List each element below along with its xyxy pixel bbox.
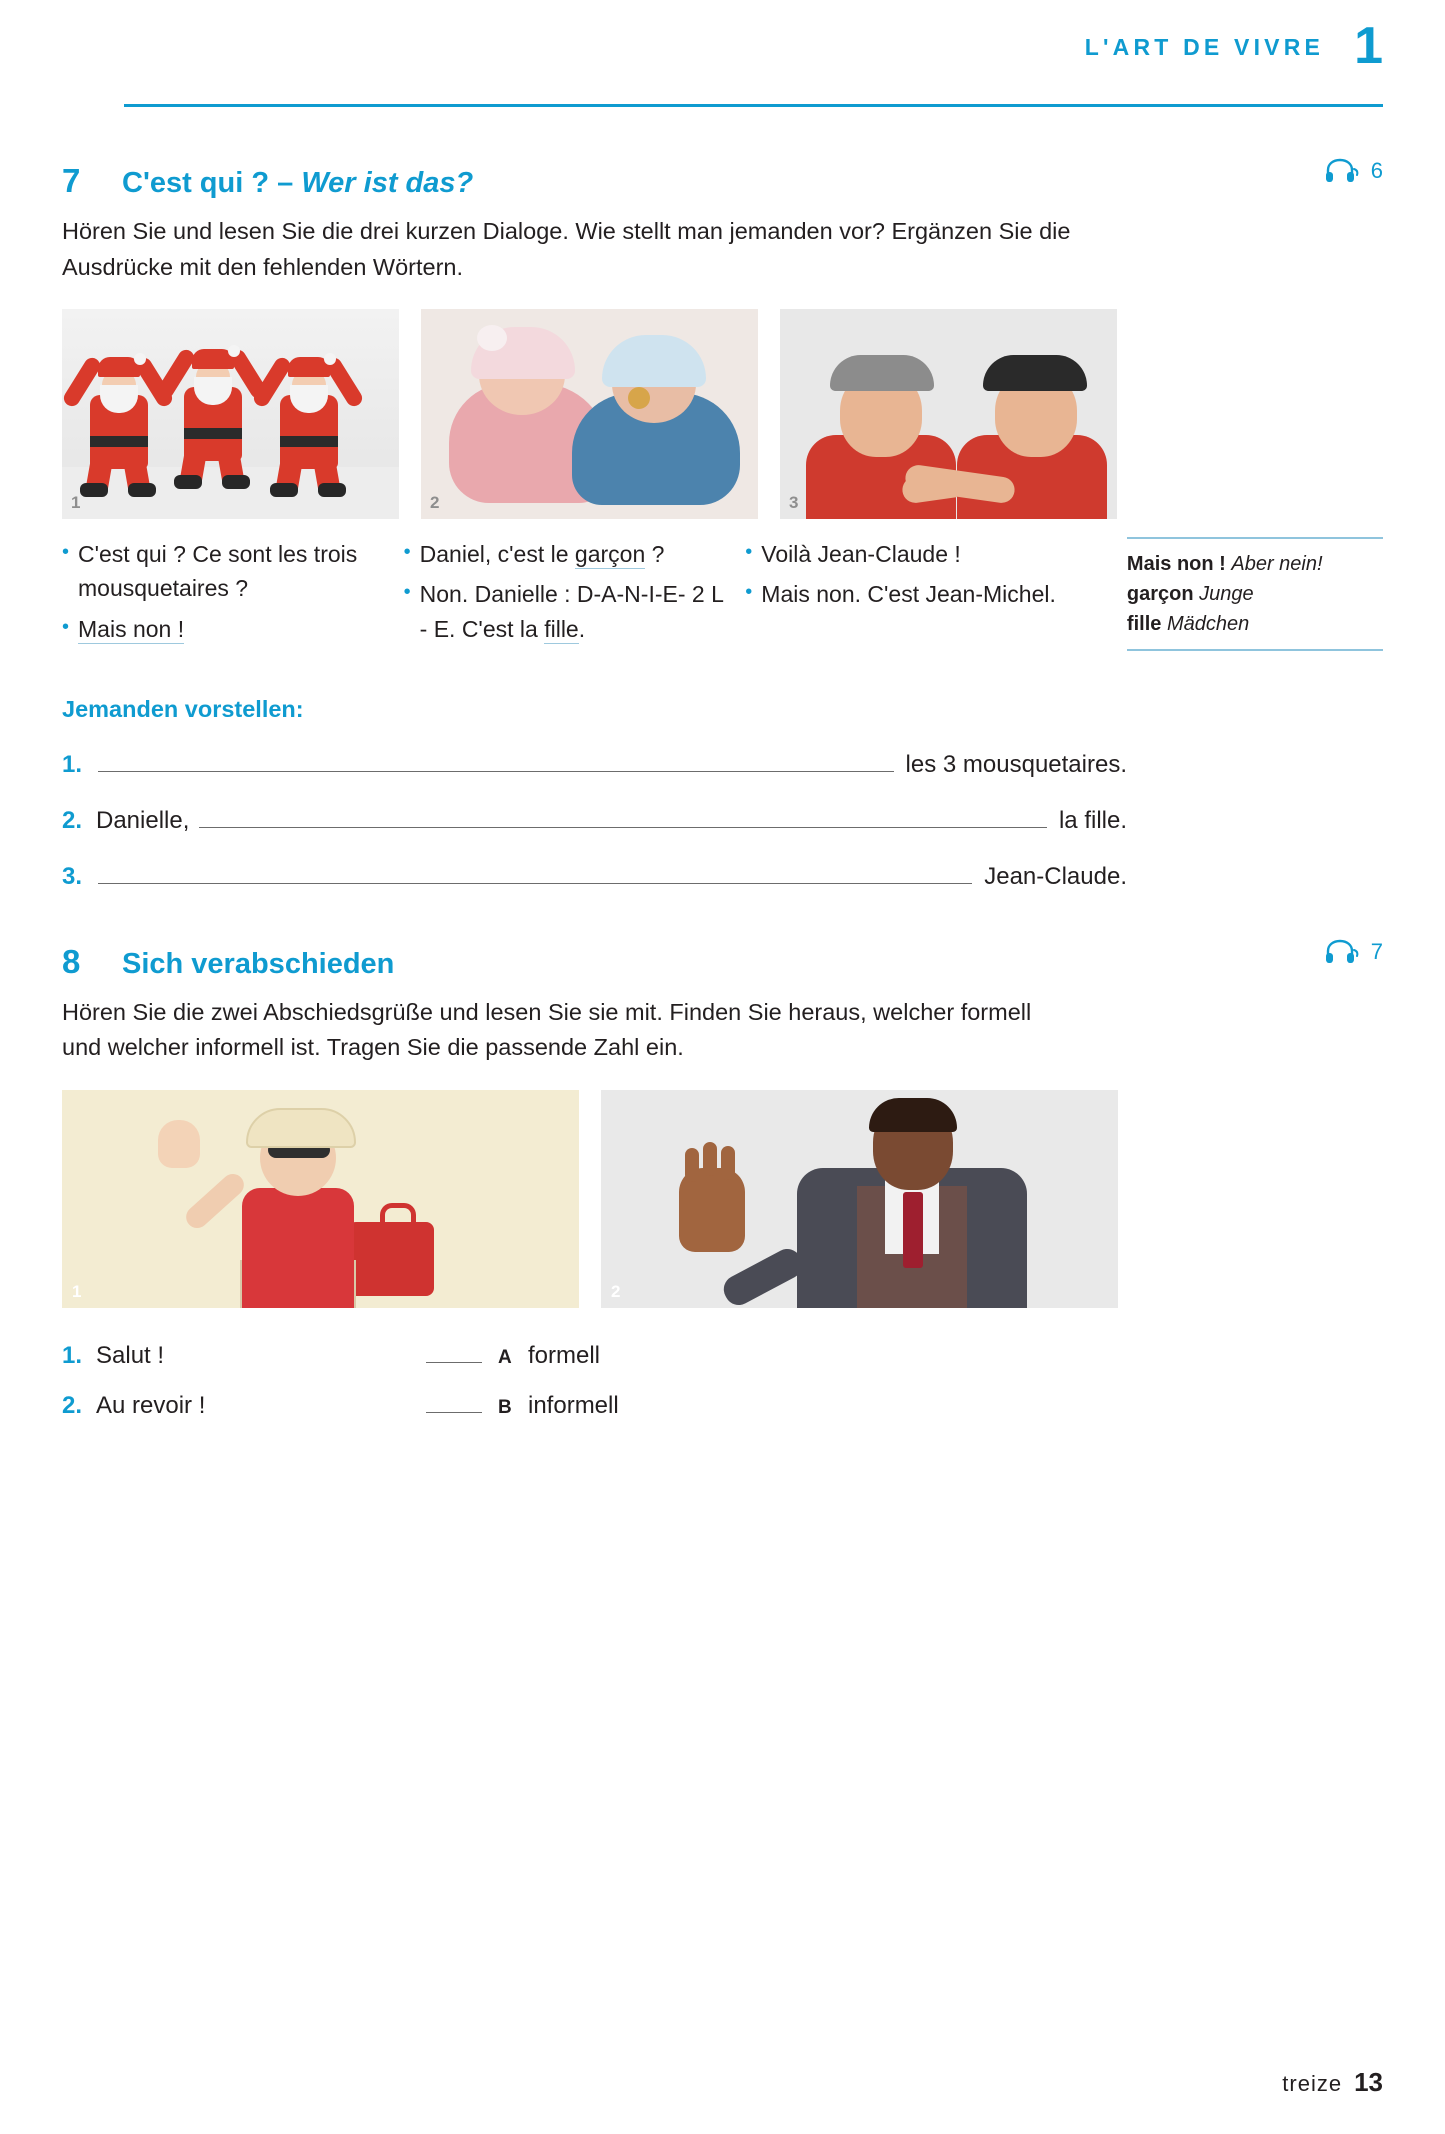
exercise-7-photos (62, 309, 1383, 519)
page-header (62, 0, 1383, 110)
photo-badge: 2 (430, 493, 440, 513)
dialogue-line (404, 537, 724, 571)
option-letter: B (498, 1396, 512, 1418)
dialogue-line (745, 537, 1065, 571)
photo-girl-waving (62, 1090, 579, 1308)
photo-badge: 3 (789, 493, 799, 513)
answer-blank[interactable] (426, 1342, 482, 1363)
exercise-7-title-de: Wer ist das? (301, 167, 474, 199)
glossary-term: garçon (1126, 583, 1194, 606)
exercise-7-title-fr: C'est qui ? – (122, 167, 302, 199)
answer-blank[interactable] (426, 1392, 482, 1413)
dialogue-text: Voilà Jean-Claude ! (761, 541, 961, 568)
page-number: 13 (1354, 2067, 1383, 2097)
answer-blank[interactable] (98, 861, 972, 884)
header-divider (124, 104, 1383, 107)
bullet-icon: • (745, 581, 753, 604)
match-row-2 (62, 1392, 1383, 1420)
headphones-icon (1325, 158, 1359, 184)
audio-track-number: 6 (1370, 158, 1383, 183)
dialogue-text-underlined: fille (544, 615, 579, 642)
fill-row-2 (62, 805, 1127, 835)
dialogue-text-underlined: garçon (574, 541, 646, 568)
dialogue-3 (745, 537, 1065, 617)
bullet-icon: • (745, 541, 753, 564)
dialogue-line (745, 577, 1065, 611)
bullet-icon: • (403, 581, 411, 604)
exercise-7-dialogues (62, 537, 1383, 651)
dialogue-text: Mais non. C'est Jean-Michel. (761, 581, 1056, 608)
photo-santas (62, 309, 399, 519)
row-number: 2. (62, 1391, 83, 1419)
exercise-7-number: 7 (62, 162, 81, 199)
dialogue-line (62, 612, 382, 646)
dialogue-text: Non. Danielle : D-A-N-I-E- 2 L - E. C'est la (419, 581, 724, 642)
exercise-7-instructions: Hören Sie und lesen Sie die drei kurzen Dialoge. Wie stellt man jemanden vor? Ergänzen Sie die Ausdrücke mit den fehlenden Wörtern. (62, 218, 1071, 280)
chapter-title: L'ART DE VIVRE (1084, 34, 1325, 61)
chapter-number: 1 (1354, 17, 1383, 75)
page-number-word: treize (1282, 2071, 1343, 2096)
glossary-term: fille (1126, 613, 1162, 636)
dialogue-line (62, 537, 382, 605)
match-row-1 (62, 1342, 1383, 1370)
dialogue-text: ? (645, 541, 665, 568)
photo-badge: 2 (611, 1281, 621, 1301)
glossary-translation: Mädchen (1166, 613, 1250, 636)
phrase-text: Au revoir ! (96, 1391, 206, 1419)
glossary-entry (1127, 609, 1383, 639)
page-footer (1282, 2067, 1383, 2098)
phrase-text: Salut ! (96, 1341, 165, 1369)
fill-row-3 (62, 861, 1127, 891)
dialogue-2 (404, 537, 724, 651)
row-number: 3. (62, 862, 83, 890)
dialogue-text: . (578, 615, 586, 642)
photo-badge: 1 (72, 1281, 82, 1301)
row-suffix: les 3 mousquetaires. (905, 750, 1127, 778)
dialogue-text-underlined: Mais non ! (78, 615, 185, 642)
bullet-icon: • (403, 541, 411, 564)
glossary-entry (1127, 549, 1383, 579)
exercise-7-subheading: Jemanden vorstellen: (62, 695, 304, 722)
exercise-8-number: 8 (62, 942, 81, 980)
exercise-8-title: Sich verabschieden (122, 947, 395, 980)
glossary-term: Mais non ! (1126, 553, 1226, 576)
row-number: 1. (62, 750, 83, 778)
exercise-8-heading (62, 938, 1383, 981)
exercise-8-instructions: Hören Sie die zwei Abschiedsgrüße und lesen Sie sie mit. Finden Sie heraus, welcher formell und welcher informell ist. Tragen Sie die passende Zahl ein. (62, 998, 1032, 1061)
answer-blank[interactable] (199, 805, 1047, 828)
glossary-box (1127, 537, 1383, 651)
option-label: formell (528, 1341, 601, 1369)
photo-man-waving (601, 1090, 1118, 1308)
audio-track-number: 7 (1370, 938, 1383, 964)
exercise-8-photos (62, 1090, 1383, 1308)
row-number: 2. (62, 806, 83, 834)
headphones-icon (1325, 939, 1359, 965)
row-prefix: Danielle, (96, 806, 190, 834)
bullet-icon: • (62, 541, 70, 564)
bullet-icon: • (62, 615, 70, 638)
row-suffix: la fille. (1058, 806, 1127, 834)
fill-row-1 (62, 749, 1127, 779)
photo-badge: 1 (71, 493, 81, 513)
exercise-8-matching (62, 1342, 1383, 1420)
photo-two-men (780, 309, 1117, 519)
row-number: 1. (62, 1341, 83, 1369)
option-letter: A (498, 1346, 512, 1368)
audio-track-6[interactable] (1325, 158, 1383, 184)
exercise-7-heading (62, 158, 1383, 200)
dialogue-text: Daniel, c'est le (419, 541, 575, 568)
row-suffix: Jean-Claude. (984, 862, 1127, 890)
dialogue-text: C'est qui ? Ce sont les trois mousquetaires ? (78, 541, 358, 602)
audio-track-7[interactable] (1325, 939, 1383, 965)
answer-blank[interactable] (98, 749, 894, 772)
glossary-translation: Aber nein! (1231, 553, 1323, 576)
dialogue-1 (62, 537, 382, 651)
glossary-entry (1127, 579, 1383, 609)
photo-babies (421, 309, 758, 519)
option-label: informell (528, 1391, 619, 1419)
glossary-translation: Junge (1199, 583, 1254, 606)
exercise-7-title (122, 167, 473, 200)
dialogue-line (404, 577, 724, 645)
